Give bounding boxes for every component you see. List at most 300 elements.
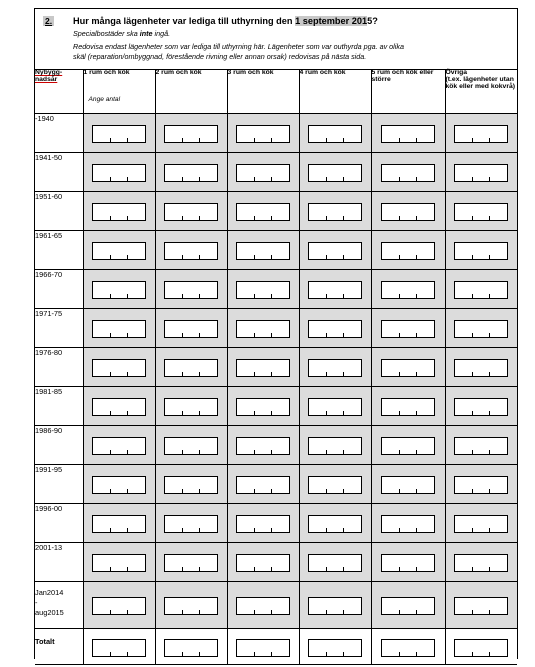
count-input-3-rooms[interactable]	[236, 554, 290, 572]
digit-separator	[254, 411, 255, 415]
cell-5-rooms	[371, 629, 445, 665]
cell-2-rooms	[155, 348, 227, 387]
count-input-2-rooms[interactable]	[164, 597, 218, 615]
cell-1-room	[83, 270, 155, 309]
cell-1-room	[83, 582, 155, 629]
digit-separator	[254, 177, 255, 181]
table-row	[35, 153, 517, 192]
cell-other	[445, 465, 517, 504]
digit-separator	[271, 489, 272, 493]
count-input-3-rooms[interactable]	[236, 398, 290, 416]
cell-3-rooms	[227, 270, 299, 309]
cell-5-rooms	[371, 309, 445, 348]
digit-separator	[254, 372, 255, 376]
count-input-1-room[interactable]	[92, 242, 146, 260]
count-input-3-rooms[interactable]	[236, 476, 290, 494]
cell-5-rooms	[371, 504, 445, 543]
count-input-other[interactable]	[454, 203, 508, 221]
cell-1-room	[83, 426, 155, 465]
count-input-other[interactable]	[454, 164, 508, 182]
row-label: 1941-50	[35, 153, 83, 192]
cell-2-rooms	[155, 192, 227, 231]
count-input-other[interactable]	[454, 242, 508, 260]
cell-4-rooms	[299, 629, 371, 665]
digit-separator	[326, 177, 327, 181]
digit-separator	[199, 138, 200, 142]
instruction-line-1: Redovisa endast lägenheter som var lediga till uthyrning här. Lägenheter som var outhyrda pga. av olika	[73, 42, 404, 51]
count-input-3-rooms[interactable]	[236, 320, 290, 338]
digit-separator	[343, 294, 344, 298]
cell-5-rooms	[371, 582, 445, 629]
digit-separator	[489, 528, 490, 532]
digit-separator	[399, 216, 400, 220]
count-input-5-rooms[interactable]	[381, 125, 435, 143]
count-input-5-rooms[interactable]	[381, 476, 435, 494]
count-input-1-room[interactable]	[92, 203, 146, 221]
digit-separator	[110, 652, 111, 656]
count-input-5-rooms[interactable]	[381, 203, 435, 221]
count-input-3-rooms[interactable]	[236, 125, 290, 143]
count-input-5-rooms[interactable]	[381, 597, 435, 615]
count-input-other[interactable]	[454, 320, 508, 338]
digit-separator	[343, 411, 344, 415]
digit-separator	[254, 333, 255, 337]
count-input-1-room[interactable]	[92, 164, 146, 182]
digit-separator	[399, 567, 400, 571]
count-input-other[interactable]	[454, 554, 508, 572]
count-input-2-rooms[interactable]	[164, 476, 218, 494]
digit-separator	[472, 372, 473, 376]
count-input-4-rooms[interactable]	[308, 515, 362, 533]
cell-4-rooms	[299, 387, 371, 426]
digit-separator	[399, 610, 400, 614]
digit-separator	[127, 177, 128, 181]
table-row	[35, 270, 517, 309]
count-input-1-room[interactable]	[92, 554, 146, 572]
digit-separator	[254, 528, 255, 532]
count-input-other[interactable]	[454, 125, 508, 143]
count-input-2-rooms[interactable]	[164, 164, 218, 182]
cell-5-rooms	[371, 192, 445, 231]
row-label: 1961-65	[35, 231, 83, 270]
cell-3-rooms	[227, 465, 299, 504]
cell-4-rooms	[299, 309, 371, 348]
digit-separator	[271, 610, 272, 614]
count-input-4-rooms[interactable]	[308, 242, 362, 260]
digit-separator	[489, 294, 490, 298]
digit-separator	[271, 528, 272, 532]
digit-separator	[199, 333, 200, 337]
count-input-1-room[interactable]	[92, 320, 146, 338]
table-row	[35, 348, 517, 387]
digit-separator	[199, 255, 200, 259]
digit-separator	[489, 216, 490, 220]
digit-separator	[472, 294, 473, 298]
count-input-5-rooms[interactable]	[381, 281, 435, 299]
digit-separator	[271, 372, 272, 376]
digit-separator	[343, 567, 344, 571]
cell-5-rooms	[371, 270, 445, 309]
digit-separator	[271, 294, 272, 298]
digit-separator	[199, 450, 200, 454]
count-input-1-room[interactable]	[92, 125, 146, 143]
count-input-other[interactable]	[454, 476, 508, 494]
digit-separator	[416, 255, 417, 259]
count-input-2-rooms[interactable]	[164, 398, 218, 416]
digit-separator	[271, 138, 272, 142]
cell-other	[445, 504, 517, 543]
count-input-3-rooms[interactable]	[236, 203, 290, 221]
digit-separator	[110, 489, 111, 493]
header-2-rooms: 2 rum och kök	[155, 69, 227, 114]
digit-separator	[343, 652, 344, 656]
cell-4-rooms	[299, 465, 371, 504]
digit-separator	[399, 528, 400, 532]
digit-separator	[127, 411, 128, 415]
count-input-2-rooms[interactable]	[164, 639, 218, 657]
count-input-4-rooms[interactable]	[308, 476, 362, 494]
row-label: 1981-85	[35, 387, 83, 426]
count-input-1-room[interactable]	[92, 597, 146, 615]
digit-separator	[271, 652, 272, 656]
digit-separator	[472, 489, 473, 493]
header-construction-year: Nybygg- nadsår	[35, 69, 83, 114]
digit-separator	[489, 255, 490, 259]
cell-1-room	[83, 348, 155, 387]
cell-2-rooms	[155, 582, 227, 629]
cell-5-rooms	[371, 465, 445, 504]
table-row	[35, 114, 517, 153]
digit-separator	[472, 216, 473, 220]
count-input-3-rooms[interactable]	[236, 639, 290, 657]
digit-separator	[343, 138, 344, 142]
digit-separator	[326, 372, 327, 376]
digit-separator	[127, 528, 128, 532]
count-input-5-rooms[interactable]	[381, 554, 435, 572]
digit-separator	[489, 450, 490, 454]
cell-1-room	[83, 192, 155, 231]
cell-3-rooms	[227, 192, 299, 231]
count-input-3-rooms[interactable]	[236, 515, 290, 533]
cell-other	[445, 426, 517, 465]
count-input-5-rooms[interactable]	[381, 398, 435, 416]
cell-other	[445, 270, 517, 309]
digit-separator	[343, 177, 344, 181]
count-input-3-rooms[interactable]	[236, 164, 290, 182]
cell-3-rooms	[227, 231, 299, 270]
digit-separator	[127, 652, 128, 656]
digit-separator	[110, 528, 111, 532]
cell-1-room	[83, 504, 155, 543]
row-label: 1951-60	[35, 192, 83, 231]
row-label: 1991-95	[35, 465, 83, 504]
digit-separator	[399, 450, 400, 454]
digit-separator	[271, 177, 272, 181]
count-input-4-rooms[interactable]	[308, 639, 362, 657]
cell-1-room	[83, 629, 155, 665]
count-input-3-rooms[interactable]	[236, 359, 290, 377]
count-input-4-rooms[interactable]	[308, 203, 362, 221]
row-label: 1986-90	[35, 426, 83, 465]
cell-2-rooms	[155, 270, 227, 309]
digit-separator	[110, 294, 111, 298]
count-input-2-rooms[interactable]	[164, 515, 218, 533]
digit-separator	[472, 177, 473, 181]
digit-separator	[182, 294, 183, 298]
table-row	[35, 504, 517, 543]
count-input-2-rooms[interactable]	[164, 554, 218, 572]
count-input-3-rooms[interactable]	[236, 597, 290, 615]
digit-separator	[182, 652, 183, 656]
digit-separator	[399, 255, 400, 259]
digit-separator	[254, 450, 255, 454]
count-input-other[interactable]	[454, 515, 508, 533]
cell-4-rooms	[299, 426, 371, 465]
cell-3-rooms	[227, 348, 299, 387]
digit-separator	[326, 450, 327, 454]
cell-2-rooms	[155, 465, 227, 504]
row-label: 1971-75	[35, 309, 83, 348]
digit-separator	[110, 411, 111, 415]
survey-form	[34, 8, 518, 659]
count-input-3-rooms[interactable]	[236, 242, 290, 260]
digit-separator	[343, 489, 344, 493]
digit-separator	[254, 138, 255, 142]
cell-1-room	[83, 543, 155, 582]
digit-separator	[110, 567, 111, 571]
count-input-4-rooms[interactable]	[308, 164, 362, 182]
digit-separator	[127, 450, 128, 454]
digit-separator	[127, 216, 128, 220]
cell-other	[445, 153, 517, 192]
count-input-2-rooms[interactable]	[164, 125, 218, 143]
digit-separator	[416, 372, 417, 376]
digit-separator	[399, 177, 400, 181]
count-input-2-rooms[interactable]	[164, 359, 218, 377]
count-input-4-rooms[interactable]	[308, 359, 362, 377]
count-input-4-rooms[interactable]	[308, 554, 362, 572]
digit-separator	[416, 177, 417, 181]
digit-separator	[472, 333, 473, 337]
cell-2-rooms	[155, 231, 227, 270]
count-input-5-rooms[interactable]	[381, 164, 435, 182]
cell-1-room	[83, 465, 155, 504]
digit-separator	[199, 411, 200, 415]
digit-separator	[416, 138, 417, 142]
count-input-4-rooms[interactable]	[308, 398, 362, 416]
digit-separator	[472, 610, 473, 614]
digit-separator	[182, 255, 183, 259]
digit-separator	[110, 138, 111, 142]
digit-separator	[182, 610, 183, 614]
cell-other	[445, 309, 517, 348]
digit-separator	[182, 177, 183, 181]
count-input-4-rooms[interactable]	[308, 597, 362, 615]
cell-4-rooms	[299, 270, 371, 309]
digit-separator	[182, 372, 183, 376]
cell-other	[445, 231, 517, 270]
digit-separator	[199, 652, 200, 656]
instruction-special-housing: Specialbostäder ska inte ingå.	[73, 29, 171, 38]
count-input-2-rooms[interactable]	[164, 242, 218, 260]
count-input-1-room[interactable]	[92, 398, 146, 416]
cell-1-room	[83, 309, 155, 348]
count-input-1-room[interactable]	[92, 359, 146, 377]
count-input-1-room[interactable]	[92, 639, 146, 657]
digit-separator	[416, 489, 417, 493]
digit-separator	[399, 489, 400, 493]
count-input-3-rooms[interactable]	[236, 281, 290, 299]
count-input-other[interactable]	[454, 437, 508, 455]
digit-separator	[472, 567, 473, 571]
count-input-other[interactable]	[454, 639, 508, 657]
cell-3-rooms	[227, 504, 299, 543]
digit-separator	[110, 333, 111, 337]
question-number: 2.	[45, 16, 53, 26]
digit-separator	[199, 216, 200, 220]
digit-separator	[110, 255, 111, 259]
count-input-1-room[interactable]	[92, 476, 146, 494]
digit-separator	[271, 333, 272, 337]
header-3-rooms: 3 rum och kök	[227, 69, 299, 114]
count-input-other[interactable]	[454, 359, 508, 377]
count-input-2-rooms[interactable]	[164, 281, 218, 299]
header-5-rooms: 5 rum och kök eller större	[371, 69, 445, 114]
row-label: Jan2014 - aug2015	[35, 582, 83, 629]
digit-separator	[399, 652, 400, 656]
cell-2-rooms	[155, 426, 227, 465]
count-input-2-rooms[interactable]	[164, 437, 218, 455]
count-input-2-rooms[interactable]	[164, 203, 218, 221]
digit-separator	[127, 567, 128, 571]
count-input-3-rooms[interactable]	[236, 437, 290, 455]
digit-separator	[199, 294, 200, 298]
digit-separator	[399, 294, 400, 298]
table-row	[35, 387, 517, 426]
digit-separator	[254, 216, 255, 220]
count-input-4-rooms[interactable]	[308, 125, 362, 143]
digit-separator	[182, 528, 183, 532]
digit-separator	[343, 610, 344, 614]
digit-separator	[326, 216, 327, 220]
cell-2-rooms	[155, 387, 227, 426]
cell-3-rooms	[227, 114, 299, 153]
count-input-5-rooms[interactable]	[381, 359, 435, 377]
digit-separator	[489, 177, 490, 181]
cell-other	[445, 114, 517, 153]
count-input-2-rooms[interactable]	[164, 320, 218, 338]
table-row	[35, 231, 517, 270]
count-input-5-rooms[interactable]	[381, 515, 435, 533]
digit-separator	[199, 528, 200, 532]
digit-separator	[326, 528, 327, 532]
digit-separator	[127, 610, 128, 614]
cell-5-rooms	[371, 231, 445, 270]
cell-1-room	[83, 387, 155, 426]
cell-3-rooms	[227, 629, 299, 665]
count-input-other[interactable]	[454, 281, 508, 299]
header-4-rooms: 4 rum och kök	[299, 69, 371, 114]
row-label: 1976-80	[35, 348, 83, 387]
count-input-4-rooms[interactable]	[308, 281, 362, 299]
cell-2-rooms	[155, 153, 227, 192]
count-input-1-room[interactable]	[92, 437, 146, 455]
row-label: 2001-13	[35, 543, 83, 582]
count-input-4-rooms[interactable]	[308, 320, 362, 338]
digit-separator	[343, 528, 344, 532]
digit-separator	[416, 528, 417, 532]
cell-5-rooms	[371, 348, 445, 387]
table-row	[35, 426, 517, 465]
count-input-5-rooms[interactable]	[381, 639, 435, 657]
digit-separator	[271, 567, 272, 571]
digit-separator	[182, 567, 183, 571]
header-other: Övriga (t.ex. lägenheter utan kök eller med kokvrå)	[445, 69, 517, 114]
digit-separator	[343, 255, 344, 259]
table-row	[35, 582, 517, 629]
digit-separator	[416, 411, 417, 415]
digit-separator	[326, 489, 327, 493]
cell-2-rooms	[155, 114, 227, 153]
cell-1-room	[83, 153, 155, 192]
cell-2-rooms	[155, 543, 227, 582]
cell-1-room	[83, 114, 155, 153]
digit-separator	[182, 216, 183, 220]
cell-4-rooms	[299, 348, 371, 387]
digit-separator	[343, 333, 344, 337]
digit-separator	[271, 216, 272, 220]
row-label: -1940	[35, 114, 83, 153]
digit-separator	[472, 528, 473, 532]
digit-separator	[489, 652, 490, 656]
digit-separator	[326, 652, 327, 656]
digit-separator	[127, 489, 128, 493]
table-row	[35, 465, 517, 504]
digit-separator	[182, 489, 183, 493]
vacancy-table	[35, 69, 517, 665]
digit-separator	[416, 333, 417, 337]
cell-1-room	[83, 231, 155, 270]
count-input-1-room[interactable]	[92, 281, 146, 299]
count-input-5-rooms[interactable]	[381, 242, 435, 260]
cell-other	[445, 582, 517, 629]
cell-other	[445, 348, 517, 387]
digit-separator	[472, 652, 473, 656]
digit-separator	[182, 333, 183, 337]
count-input-other[interactable]	[454, 597, 508, 615]
digit-separator	[199, 610, 200, 614]
count-input-1-room[interactable]	[92, 515, 146, 533]
digit-separator	[416, 652, 417, 656]
digit-separator	[110, 177, 111, 181]
table-row	[35, 629, 517, 665]
digit-separator	[271, 411, 272, 415]
count-input-5-rooms[interactable]	[381, 437, 435, 455]
digit-separator	[127, 294, 128, 298]
cell-4-rooms	[299, 582, 371, 629]
digit-separator	[326, 567, 327, 571]
cell-3-rooms	[227, 543, 299, 582]
cell-2-rooms	[155, 629, 227, 665]
digit-separator	[326, 294, 327, 298]
digit-separator	[326, 138, 327, 142]
count-input-5-rooms[interactable]	[381, 320, 435, 338]
count-input-other[interactable]	[454, 398, 508, 416]
count-input-4-rooms[interactable]	[308, 437, 362, 455]
cell-other	[445, 387, 517, 426]
digit-separator	[182, 411, 183, 415]
digit-separator	[416, 610, 417, 614]
